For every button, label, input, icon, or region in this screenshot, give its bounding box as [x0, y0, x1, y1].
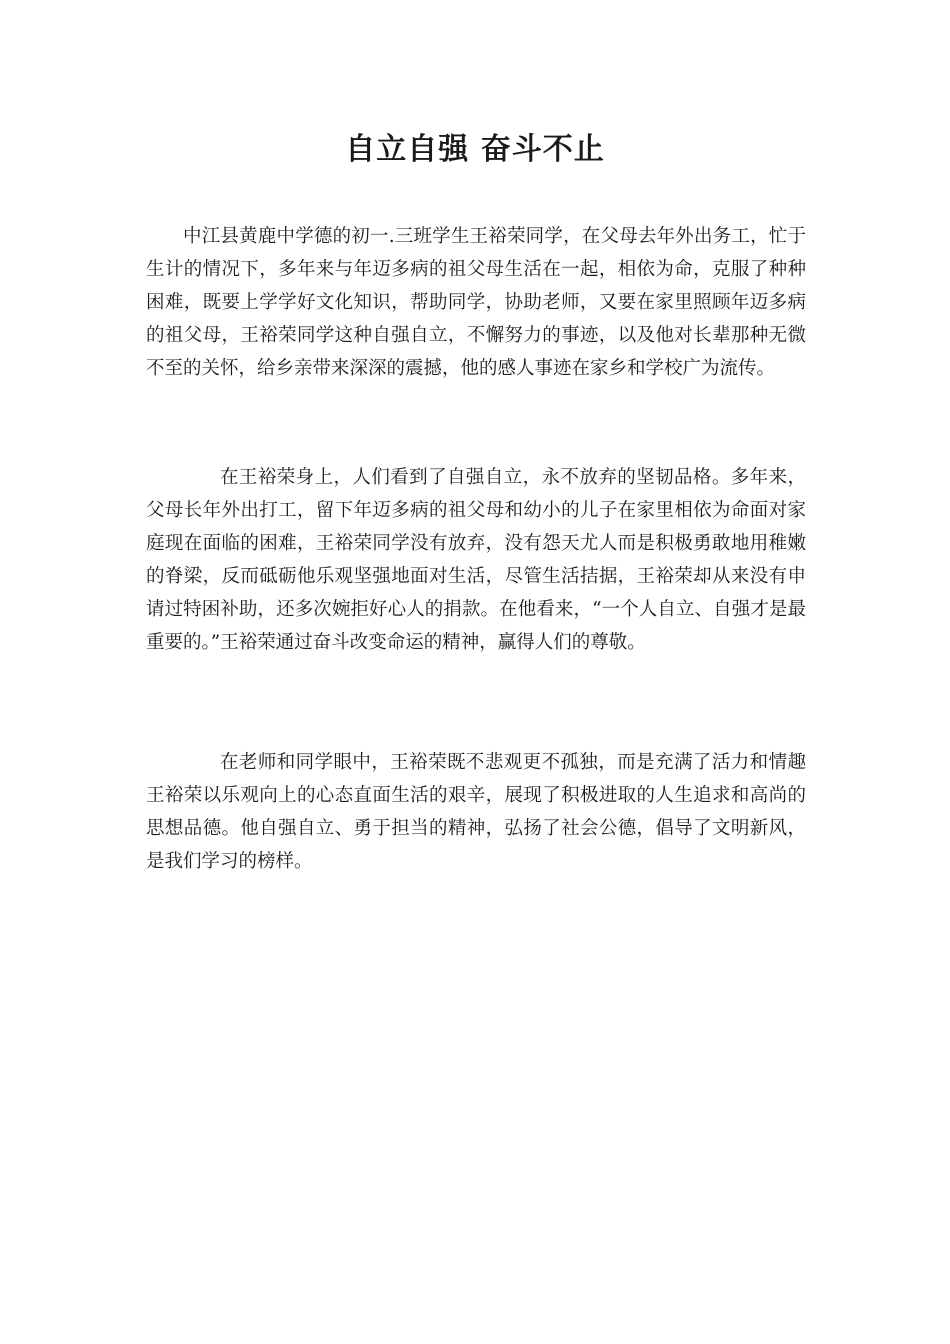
paragraph-1: 中江县黄鹿中学德的初一.三班学生王裕荣同学，在父母去年外出务工，忙于生计的情况下，多年来与年迈多病的祖父母生活在一起，相依为命，克服了种种困难，既要上学学好文化知识，帮助同学，协助老师，又要在家里照顾年迈多病的祖父母，王裕荣同学这种自强自立，不懈努力的事迹，以及他对长辈那种无微不至的关怀，给乡亲带来深深的震撼，他的感人事迹在家乡和学校广为流传。: [146, 226, 806, 379]
paragraph-3: 在老师和同学眼中，王裕荣既不悲观更不孤独，而是充满了活力和情趣王裕荣以乐观向上的心态直面生活的艰辛，展现了积极进取的人生追求和高尚的思想品德。他自强自立、勇于担当的精神，弘扬了社会公德，倡导了文明新风，是我们学习的榜样。: [146, 752, 806, 872]
document-title: 自立自强 奋斗不止: [345, 132, 605, 167]
paragraph-2: 在王裕荣身上，人们看到了自强自立，永不放弃的坚韧品格。多年来，父母长年外出打工，留下年迈多病的祖父母和幼小的儿子在家里相依为命面对家庭现在面临的困难，王裕荣同学没有放弃，没有怨天尤人而是积极勇敢地用稚嫩的脊梁，反而砥砺他乐观坚强地面对生活，尽管生活拮据，王裕荣却从来没有申请过特困补助，还多次婉拒好心人的捐款。在他看来，“一个人自立、自强才是最重要的。”王裕荣通过奋斗改变命运的精神，赢得人们的尊敬。: [146, 467, 806, 653]
